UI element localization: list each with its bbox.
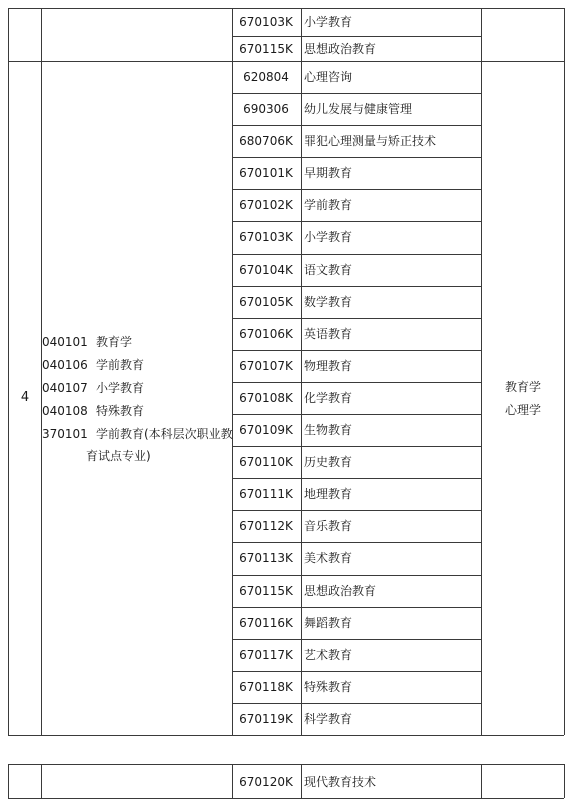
table-border [8,798,564,799]
vocational-code: 670108K [239,390,293,405]
major-code: 370101 [42,427,88,441]
vocational-name: 艺术教育 [304,647,353,662]
vocational-code: 670109K [239,423,293,438]
vocational-code: 670117K [239,647,293,662]
vocational-code: 670115K [239,42,293,56]
major-code: 040101 [42,335,88,349]
undergrad-major [42,331,232,354]
vocational-code: 670115K [239,583,293,598]
vocational-name: 语文教育 [304,262,353,277]
vocational-code: 670105K [239,294,293,309]
vocational-name: 思想政治教育 [304,583,377,598]
major-name: 学前教育(本科层次职业教 [96,427,233,441]
major-name: 教育学 [96,335,133,349]
vocational-code: 670112K [239,519,293,534]
vocational-name: 小学教育 [304,15,353,29]
undergrad-major [42,423,232,446]
vocational-name: 思想政治教育 [304,42,377,56]
vocational-code: 670116K [239,615,293,630]
vocational-code: 670113K [239,551,293,566]
col-divider [41,8,42,61]
vocational-code: 670119K [239,711,293,726]
major-name: 学前教育 [96,358,145,372]
undergrad-major [42,400,232,423]
undergrad-major [42,377,232,400]
vocational-name: 数学教育 [304,294,353,309]
vocational-name: 幼儿发展与健康管理 [304,102,413,117]
vocational-code: 680706K [239,134,293,149]
col-divider [301,8,302,61]
vocational-name: 舞蹈教育 [304,615,353,630]
vocational-name: 特殊教育 [304,679,353,694]
vocational-code: 670111K [239,487,293,502]
col-divider [564,8,565,61]
vocational-code: 670120K [239,775,293,789]
sequence-number: 4 [20,390,30,405]
vocational-name: 小学教育 [304,230,353,245]
undergrad-major-list [42,331,232,466]
vocational-code: 670102K [239,198,293,213]
col-divider [301,61,302,735]
col-divider [301,764,302,798]
discipline-list [482,376,564,422]
vocational-name: 学前教育 [304,198,353,213]
vocational-name: 早期教育 [304,166,353,181]
col-divider [8,61,9,735]
vocational-code: 670101K [239,166,293,181]
vocational-name: 罪犯心理测量与矫正技术 [304,134,437,149]
vocational-code: 670107K [239,358,293,373]
vocational-code: 690306 [243,102,289,117]
vocational-name: 地理教育 [304,487,353,502]
vocational-code: 670103K [239,230,293,245]
vocational-name: 历史教育 [304,455,353,470]
vocational-name: 音乐教育 [304,519,353,534]
major-name-continuation: 育试点专业) [86,449,151,463]
vocational-code: 620804 [243,70,289,84]
vocational-name: 生物教育 [304,423,353,438]
col-divider [564,61,565,735]
vocational-name: 科学教育 [304,711,353,726]
major-name: 特殊教育 [96,404,145,418]
vocational-name: 物理教育 [304,358,353,373]
col-divider [8,764,9,798]
discipline: 心理学 [504,403,541,417]
col-divider [481,764,482,798]
vocational-name: 英语教育 [304,326,353,341]
vocational-code: 670118K [239,679,293,694]
col-divider [564,764,565,798]
major-code: 040107 [42,381,88,395]
col-divider [41,764,42,798]
discipline: 教育学 [504,380,541,394]
vocational-name: 现代教育技术 [304,775,377,789]
vocational-name: 美术教育 [304,551,353,566]
vocational-code: 670103K [239,15,293,29]
vocational-code: 670106K [239,326,293,341]
undergrad-major [42,354,232,377]
col-divider [8,8,9,61]
group-border [8,735,564,736]
vocational-name: 化学教育 [304,390,353,405]
major-name: 小学教育 [96,381,145,395]
major-code: 040108 [42,404,88,418]
vocational-code: 670104K [239,262,293,277]
major-code: 040106 [42,358,88,372]
vocational-name: 心理咨询 [304,70,353,84]
col-divider [481,8,482,61]
vocational-code: 670110K [239,455,293,470]
